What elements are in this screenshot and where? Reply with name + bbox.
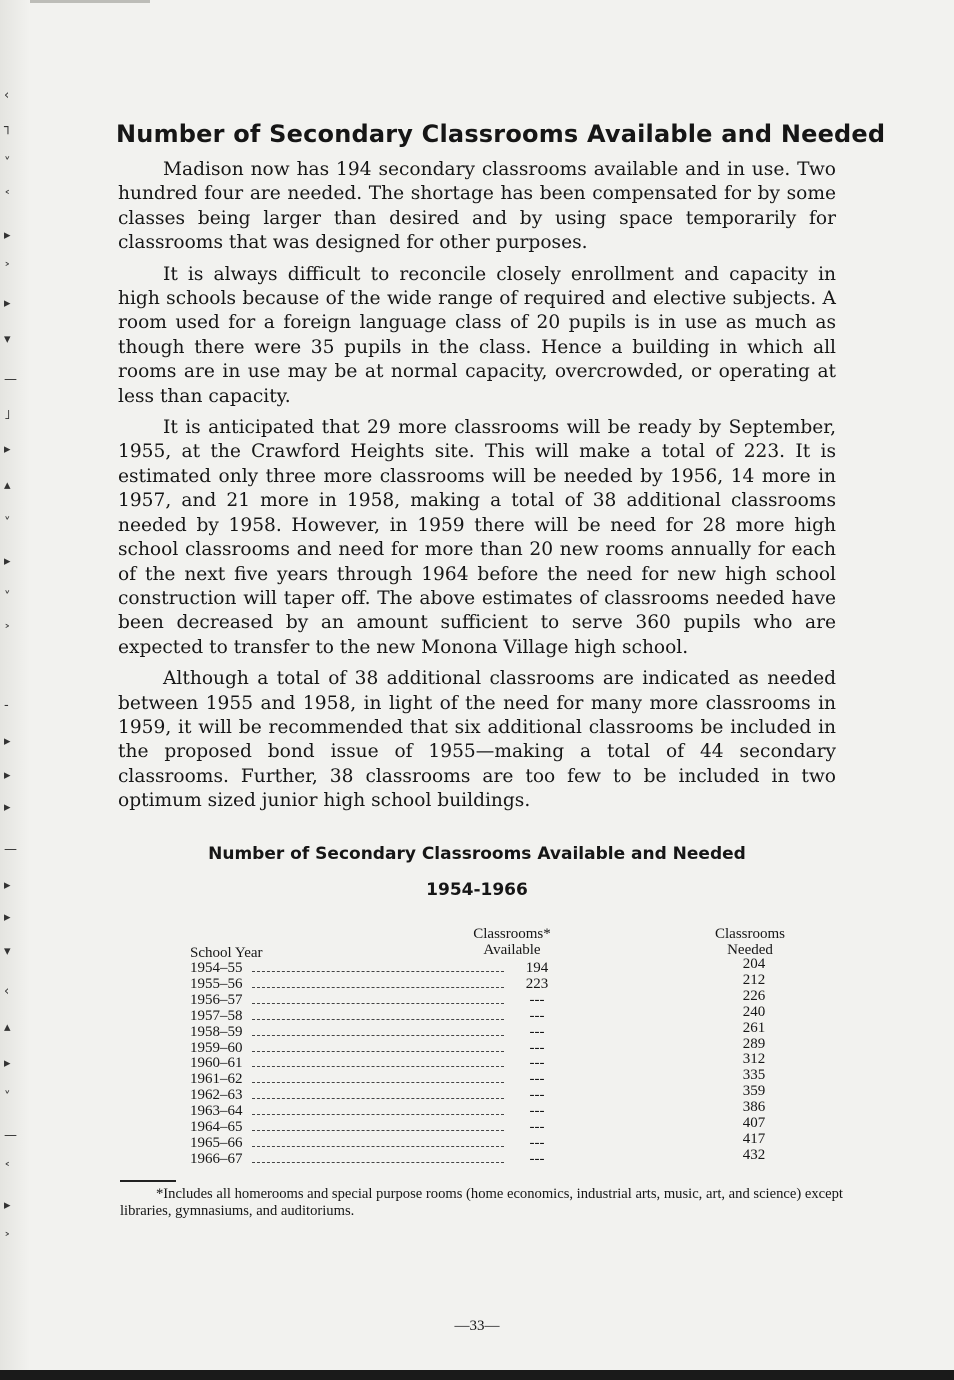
row-year: 1965–66 xyxy=(190,1134,243,1151)
header-available xyxy=(452,926,572,958)
row-needed: 240 xyxy=(742,1003,766,1020)
header-school-year: School Year xyxy=(190,945,263,961)
row-available: --- xyxy=(529,1007,545,1024)
row-available: --- xyxy=(529,1087,545,1104)
paragraph-1: Madison now has 194 secondary classrooms available and in use. Two hundred four are needed. The shortage has been compensated for by some classes being larger than desired and by using space temporarily for classrooms that was designed for other purposes. xyxy=(118,159,836,254)
row-needed: 212 xyxy=(742,971,766,988)
table-row xyxy=(190,1083,810,1104)
row-needed: 386 xyxy=(742,1099,766,1116)
leader-dots xyxy=(252,971,504,972)
page-number: —33— xyxy=(454,1318,500,1334)
row-needed: 261 xyxy=(742,1019,766,1036)
table-row xyxy=(190,1130,810,1151)
row-year: 1958–59 xyxy=(190,1023,243,1040)
leader-dots xyxy=(252,1162,504,1163)
table-row xyxy=(190,1051,810,1072)
row-year: 1963–64 xyxy=(190,1103,243,1120)
row-needed: 289 xyxy=(742,1035,766,1052)
leader-dots xyxy=(252,1130,504,1131)
row-needed: 417 xyxy=(742,1130,766,1147)
row-available: --- xyxy=(529,1150,545,1167)
row-needed: 407 xyxy=(742,1115,766,1131)
header-needed-line1: Classrooms xyxy=(714,926,785,942)
row-year: 1955–56 xyxy=(190,975,243,992)
leader-dots xyxy=(252,1098,504,1099)
header-available-line2: Available xyxy=(483,942,541,958)
leader-dots xyxy=(252,1146,504,1147)
body-text xyxy=(118,158,836,821)
table-row xyxy=(190,1067,810,1088)
row-available: --- xyxy=(529,1119,545,1135)
table-title: Number of Secondary Classrooms Available and Needed xyxy=(208,844,746,864)
header-available-line1: Classrooms* xyxy=(473,926,551,942)
row-available: --- xyxy=(529,991,545,1008)
leader-dots xyxy=(252,1082,504,1083)
row-needed: 432 xyxy=(742,1146,766,1163)
table-row xyxy=(190,1146,810,1167)
table-row xyxy=(190,1035,810,1056)
paragraph-4: Although a total of 38 additional classrooms are indicated as needed between 1955 and 1958, in light of the need for many more classrooms in 1959, it will be recommended that six additional classrooms be included in the proposed bond issue of 1955—making a total of 44 secondary classrooms. Further, 38 classrooms are too few to be included in two optimum sized junior high school buildings. xyxy=(118,668,836,812)
paragraph-3: It is anticipated that 29 more classrooms will be ready by September, 1955, at the Crawford Heights site. This will make a total of 223. It is estimated only three more classrooms will be needed by 1956, 14 more in 1957, and 21 more in 1958, making a total of 38 additional classrooms needed by 1958. However, in 1959 there will be need for 28 more high school classrooms and need for more than 20 new rooms annually for each of the next five years through 1964 before the need for new high school construction will taper off. The above estimates of classrooms needed have been decreased by an amount sufficient to serve 360 pupils who are expected to transfer to the new Monona Village high school. xyxy=(118,417,836,658)
row-year: 1961–62 xyxy=(190,1071,243,1088)
leader-dots xyxy=(252,1003,504,1004)
page-bottom-edge xyxy=(0,1370,954,1380)
table-row xyxy=(190,956,810,976)
row-available: --- xyxy=(529,1023,545,1040)
row-year: 1964–65 xyxy=(190,1119,243,1135)
row-year: 1962–63 xyxy=(190,1087,243,1104)
footnote-rule xyxy=(120,1180,176,1182)
table-row xyxy=(190,971,810,992)
row-needed: 204 xyxy=(742,956,766,972)
page-top-edge xyxy=(30,0,150,3)
table-row xyxy=(190,1099,810,1120)
table-row xyxy=(190,987,810,1008)
table-row xyxy=(190,1019,810,1040)
row-year: 1960–61 xyxy=(190,1055,243,1072)
row-available: --- xyxy=(529,1039,545,1056)
leader-dots xyxy=(252,1019,504,1020)
row-needed: 335 xyxy=(742,1067,766,1084)
row-available: --- xyxy=(529,1071,545,1088)
table-row xyxy=(190,1115,810,1135)
row-year: 1959–60 xyxy=(190,1039,243,1056)
row-available: --- xyxy=(529,1134,545,1151)
row-available: 223 xyxy=(525,975,549,992)
header-needed-line2: Needed xyxy=(727,942,773,958)
row-year: 1966–67 xyxy=(190,1150,243,1167)
row-needed: 226 xyxy=(742,987,766,1004)
row-needed: 359 xyxy=(742,1083,766,1100)
table-row xyxy=(190,1003,810,1024)
leader-dots xyxy=(252,1114,504,1115)
leader-dots xyxy=(252,1066,504,1067)
paragraph-2: It is always difficult to reconcile closely enrollment and capacity in high schools because of the wide range of required and elective subjects. A room used for a foreign language class of 20 pupils is in use as much as though there were 35 pupils in the class. Hence a building in which all rooms are in use may be at normal capacity, overcrowded, or operating at less than capacity. xyxy=(118,263,836,407)
header-needed xyxy=(690,926,810,958)
row-year: 1957–58 xyxy=(190,1007,243,1024)
row-needed: 312 xyxy=(742,1051,766,1068)
page-heading: Number of Secondary Classrooms Available and Needed xyxy=(116,120,886,148)
table-subtitle: 1954-1966 xyxy=(426,880,528,900)
row-year: 1956–57 xyxy=(190,991,243,1008)
row-year: 1954–55 xyxy=(190,960,243,976)
leader-dots xyxy=(252,987,504,988)
row-available: 194 xyxy=(525,960,549,976)
row-available: --- xyxy=(529,1103,545,1120)
row-available: --- xyxy=(529,1055,545,1072)
leader-dots xyxy=(252,1051,504,1052)
leader-dots xyxy=(252,1035,504,1036)
footnote: *Includes all homerooms and special purpose rooms (home economics, industrial arts, music, art, and science) except libraries, gymnasiums, and auditoriums. xyxy=(120,1186,843,1219)
